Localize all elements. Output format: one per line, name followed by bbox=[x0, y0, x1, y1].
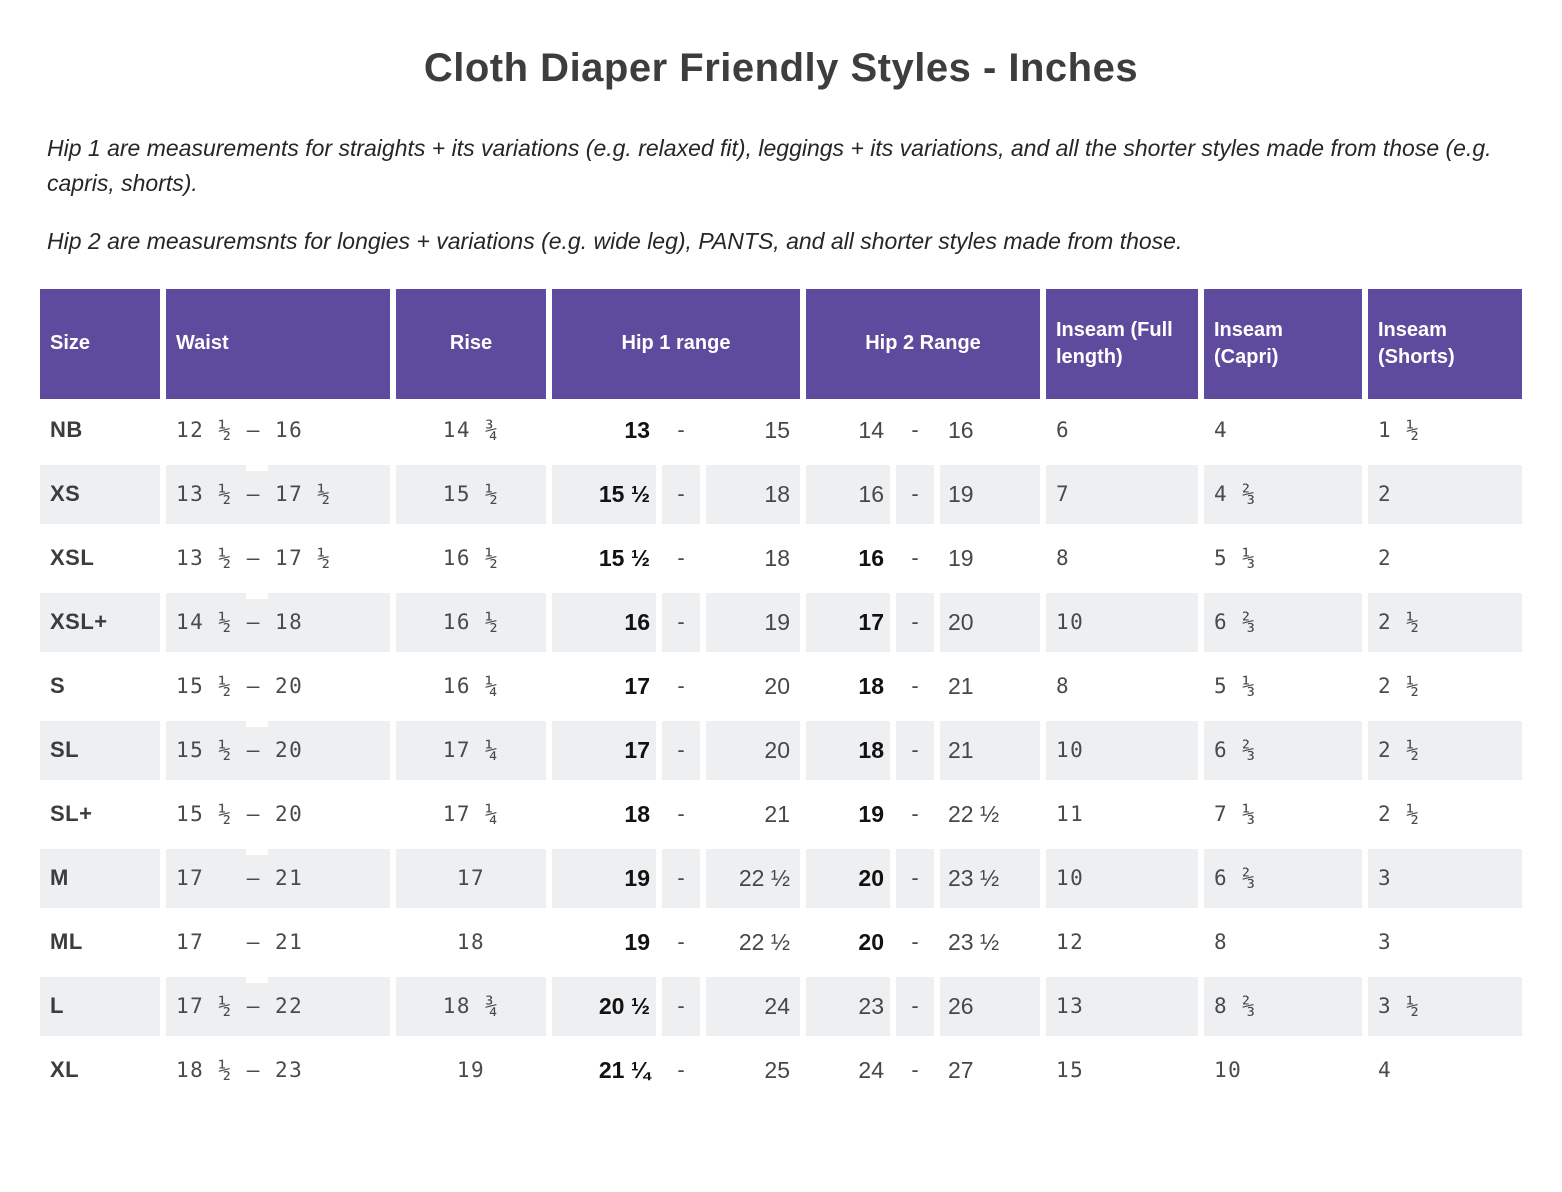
hip2-low-cell: 18 bbox=[806, 657, 890, 716]
inseam-shorts-cell: 1 ½ bbox=[1368, 401, 1522, 460]
hip1-high-cell: 21 bbox=[706, 785, 800, 844]
hip2-low-cell: 20 bbox=[806, 849, 890, 908]
inseam-capri-cell: 4 bbox=[1204, 401, 1362, 460]
hip2-low-cell: 17 bbox=[806, 593, 890, 652]
inseam-capri-cell: 6 ⅔ bbox=[1204, 593, 1362, 652]
hip2-high-cell: 19 bbox=[940, 465, 1040, 524]
inseam-shorts-cell: 2 ½ bbox=[1368, 785, 1522, 844]
hip2-note: Hip 2 are measuremsnts for longies + variations (e.g. wide leg), PANTS, and all shorter styles made from those. bbox=[47, 228, 1183, 254]
hip1-high-cell: 25 bbox=[706, 1041, 800, 1100]
hip2-low-cell: 19 bbox=[806, 785, 890, 844]
inseam-full-cell: 12 bbox=[1046, 913, 1198, 972]
hip2-high-cell: 27 bbox=[940, 1041, 1040, 1100]
waist-cell: 15 ½ – 20 bbox=[166, 657, 390, 716]
size-cell: L bbox=[40, 977, 160, 1036]
hip1-high-cell: 22 ½ bbox=[706, 913, 800, 972]
table-row bbox=[40, 977, 1522, 1036]
inseam-shorts-cell: 3 ½ bbox=[1368, 977, 1522, 1036]
hip1-separator-cell: - bbox=[662, 721, 700, 780]
inseam-capri-cell: 5 ⅓ bbox=[1204, 529, 1362, 588]
hip1-low-cell: 20 ½ bbox=[552, 977, 656, 1036]
inseam-shorts-cell: 2 ½ bbox=[1368, 593, 1522, 652]
hip2-separator-cell: - bbox=[896, 529, 934, 588]
inseam-full-cell: 8 bbox=[1046, 657, 1198, 716]
size-cell: NB bbox=[40, 401, 160, 460]
inseam-full-cell: 15 bbox=[1046, 1041, 1198, 1100]
hip1-high-cell: 20 bbox=[706, 657, 800, 716]
inseam-full-cell: 10 bbox=[1046, 593, 1198, 652]
hip2-high-cell: 22 ½ bbox=[940, 785, 1040, 844]
rise-cell: 16 ¼ bbox=[396, 657, 546, 716]
hip2-high-cell: 19 bbox=[940, 529, 1040, 588]
hip1-separator-cell: - bbox=[662, 1041, 700, 1100]
waist-cell: 12 ½ – 16 bbox=[166, 401, 390, 460]
hip1-low-cell: 19 bbox=[552, 849, 656, 908]
size-cell: SL bbox=[40, 721, 160, 780]
inseam-shorts-cell: 2 ½ bbox=[1368, 657, 1522, 716]
hip2-high-cell: 20 bbox=[940, 593, 1040, 652]
table-row bbox=[40, 785, 1522, 844]
table-header-row bbox=[40, 289, 1522, 399]
hip1-separator-cell: - bbox=[662, 529, 700, 588]
hip2-separator-cell: - bbox=[896, 657, 934, 716]
inseam-capri-cell: 5 ⅓ bbox=[1204, 657, 1362, 716]
hip1-low-cell: 17 bbox=[552, 657, 656, 716]
col-header-size: Size bbox=[40, 289, 160, 399]
col-header-hip1-range: Hip 1 range bbox=[552, 289, 800, 399]
hip1-separator-cell: - bbox=[662, 849, 700, 908]
hip1-low-cell: 17 bbox=[552, 721, 656, 780]
waist-cell: 13 ½ – 17 ½ bbox=[166, 529, 390, 588]
hip1-high-cell: 20 bbox=[706, 721, 800, 780]
hip1-low-cell: 13 bbox=[552, 401, 656, 460]
hip1-separator-cell: - bbox=[662, 785, 700, 844]
size-cell: XS bbox=[40, 465, 160, 524]
hip1-separator-cell: - bbox=[662, 657, 700, 716]
inseam-capri-cell: 6 ⅔ bbox=[1204, 849, 1362, 908]
hip2-low-cell: 24 bbox=[806, 1041, 890, 1100]
inseam-shorts-cell: 3 bbox=[1368, 849, 1522, 908]
hip2-separator-cell: - bbox=[896, 401, 934, 460]
hip1-low-cell: 19 bbox=[552, 913, 656, 972]
hip2-high-cell: 23 ½ bbox=[940, 913, 1040, 972]
col-header-inseam-shorts: Inseam (Shorts) bbox=[1368, 289, 1522, 399]
inseam-full-cell: 11 bbox=[1046, 785, 1198, 844]
table-row bbox=[40, 849, 1522, 908]
inseam-shorts-cell: 2 ½ bbox=[1368, 721, 1522, 780]
size-cell: XSL bbox=[40, 529, 160, 588]
table-row bbox=[40, 465, 1522, 524]
hip1-separator-cell: - bbox=[662, 913, 700, 972]
inseam-full-cell: 6 bbox=[1046, 401, 1198, 460]
table-row bbox=[40, 1041, 1522, 1100]
hip2-low-cell: 16 bbox=[806, 465, 890, 524]
hip1-high-cell: 22 ½ bbox=[706, 849, 800, 908]
hip1-low-cell: 15 ½ bbox=[552, 465, 656, 524]
inseam-capri-cell: 4 ⅔ bbox=[1204, 465, 1362, 524]
waist-cell: 15 ½ – 20 bbox=[166, 721, 390, 780]
hip2-separator-cell: - bbox=[896, 913, 934, 972]
hip2-separator-cell: - bbox=[896, 593, 934, 652]
rise-cell: 17 bbox=[396, 849, 546, 908]
hip2-separator-cell: - bbox=[896, 849, 934, 908]
hip2-low-cell: 14 bbox=[806, 401, 890, 460]
hip2-low-cell: 20 bbox=[806, 913, 890, 972]
table-row bbox=[40, 657, 1522, 716]
inseam-full-cell: 8 bbox=[1046, 529, 1198, 588]
inseam-full-cell: 13 bbox=[1046, 977, 1198, 1036]
hip2-separator-cell: - bbox=[896, 785, 934, 844]
table-row bbox=[40, 721, 1522, 780]
col-header-inseam-capri: Inseam (Capri) bbox=[1204, 289, 1362, 399]
size-cell: S bbox=[40, 657, 160, 716]
size-chart-table bbox=[40, 289, 1522, 1100]
rise-cell: 18 ¾ bbox=[396, 977, 546, 1036]
hip1-note: Hip 1 are measurements for straights + its variations (e.g. relaxed fit), leggings + its variations, and all the shorter styles made from those (e.g. capris, shorts). bbox=[47, 135, 1492, 196]
hip1-low-cell: 15 ½ bbox=[552, 529, 656, 588]
table-row bbox=[40, 401, 1522, 460]
hip2-separator-cell: - bbox=[896, 1041, 934, 1100]
hip1-high-cell: 18 bbox=[706, 465, 800, 524]
inseam-shorts-cell: 3 bbox=[1368, 913, 1522, 972]
waist-cell: 15 ½ – 20 bbox=[166, 785, 390, 844]
hip2-low-cell: 23 bbox=[806, 977, 890, 1036]
page-title: Cloth Diaper Friendly Styles - Inches bbox=[423, 46, 1139, 90]
hip2-low-cell: 16 bbox=[806, 529, 890, 588]
rise-cell: 16 ½ bbox=[396, 529, 546, 588]
size-cell: ML bbox=[40, 913, 160, 972]
rise-cell: 14 ¾ bbox=[396, 401, 546, 460]
hip1-high-cell: 18 bbox=[706, 529, 800, 588]
size-cell: XL bbox=[40, 1041, 160, 1100]
inseam-shorts-cell: 4 bbox=[1368, 1041, 1522, 1100]
inseam-shorts-cell: 2 bbox=[1368, 465, 1522, 524]
hip2-high-cell: 26 bbox=[940, 977, 1040, 1036]
inseam-capri-cell: 6 ⅔ bbox=[1204, 721, 1362, 780]
inseam-capri-cell: 8 ⅔ bbox=[1204, 977, 1362, 1036]
table-row bbox=[40, 913, 1522, 972]
hip2-separator-cell: - bbox=[896, 465, 934, 524]
size-cell: M bbox=[40, 849, 160, 908]
hip2-separator-cell: - bbox=[896, 721, 934, 780]
col-header-rise: Rise bbox=[396, 289, 546, 399]
table-body bbox=[40, 401, 1522, 1100]
inseam-full-cell: 7 bbox=[1046, 465, 1198, 524]
inseam-capri-cell: 10 bbox=[1204, 1041, 1362, 1100]
inseam-full-cell: 10 bbox=[1046, 721, 1198, 780]
hip1-low-cell: 18 bbox=[552, 785, 656, 844]
col-header-hip2-range: Hip 2 Range bbox=[806, 289, 1040, 399]
table-row bbox=[40, 529, 1522, 588]
rise-cell: 17 ¼ bbox=[396, 785, 546, 844]
inseam-full-cell: 10 bbox=[1046, 849, 1198, 908]
hip2-high-cell: 21 bbox=[940, 657, 1040, 716]
col-header-waist: Waist bbox=[166, 289, 390, 399]
hip2-high-cell: 16 bbox=[940, 401, 1040, 460]
table-row bbox=[40, 593, 1522, 652]
hip1-separator-cell: - bbox=[662, 593, 700, 652]
waist-cell: 13 ½ – 17 ½ bbox=[166, 465, 390, 524]
inseam-capri-cell: 7 ⅓ bbox=[1204, 785, 1362, 844]
hip2-separator-cell: - bbox=[896, 977, 934, 1036]
hip1-separator-cell: - bbox=[662, 465, 700, 524]
waist-cell: 18 ½ – 23 bbox=[166, 1041, 390, 1100]
hip2-high-cell: 23 ½ bbox=[940, 849, 1040, 908]
hip2-low-cell: 18 bbox=[806, 721, 890, 780]
waist-cell: 17 – 21 bbox=[166, 913, 390, 972]
rise-cell: 17 ¼ bbox=[396, 721, 546, 780]
inseam-capri-cell: 8 bbox=[1204, 913, 1362, 972]
waist-cell: 17 – 21 bbox=[166, 849, 390, 908]
size-cell: XSL+ bbox=[40, 593, 160, 652]
size-cell: SL+ bbox=[40, 785, 160, 844]
inseam-shorts-cell: 2 bbox=[1368, 529, 1522, 588]
waist-cell: 17 ½ – 22 bbox=[166, 977, 390, 1036]
hip1-low-cell: 21 ¼ bbox=[552, 1041, 656, 1100]
hip1-low-cell: 16 bbox=[552, 593, 656, 652]
hip1-high-cell: 19 bbox=[706, 593, 800, 652]
page bbox=[0, 46, 1562, 1100]
hip1-high-cell: 15 bbox=[706, 401, 800, 460]
hip2-high-cell: 21 bbox=[940, 721, 1040, 780]
rise-cell: 15 ½ bbox=[396, 465, 546, 524]
rise-cell: 18 bbox=[396, 913, 546, 972]
hip1-separator-cell: - bbox=[662, 401, 700, 460]
col-header-inseam-full: Inseam (Full length) bbox=[1046, 289, 1198, 399]
hip1-high-cell: 24 bbox=[706, 977, 800, 1036]
rise-cell: 19 bbox=[396, 1041, 546, 1100]
rise-cell: 16 ½ bbox=[396, 593, 546, 652]
hip1-separator-cell: - bbox=[662, 977, 700, 1036]
waist-cell: 14 ½ – 18 bbox=[166, 593, 390, 652]
